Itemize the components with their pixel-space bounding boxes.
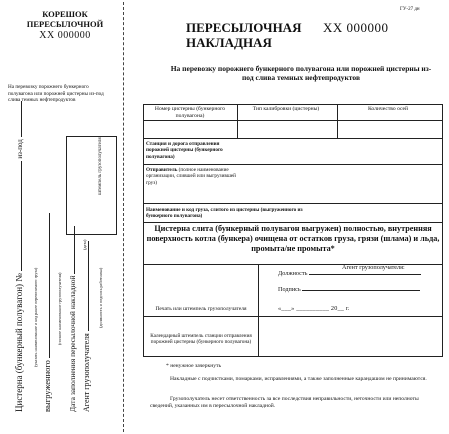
type-value[interactable] — [238, 121, 336, 137]
row-sender — [146, 167, 246, 186]
stub-field-unloaded — [42, 213, 52, 412]
date-field[interactable]: «___» __________ 20__ г. — [278, 305, 350, 312]
form-title-line2: НАКЛАДНАЯ — [186, 35, 272, 50]
stub-field-from-under: из-под — [16, 139, 24, 159]
row-station-label: Станция и дорога отправления порожней цистерны (бункерного полувагона) — [146, 141, 223, 160]
form-right-border — [442, 104, 443, 357]
agent-title: Агент грузополучателя: — [342, 264, 405, 271]
position-field[interactable] — [278, 270, 428, 277]
form-title — [186, 20, 301, 50]
declaration-text: Цистерна слита (бункерный полувагон выгружен) полностью, внутренняя поверхность котла (бункера) очищена от остатков груза, грязи (шлама) и льда, промыта/не промыта* — [146, 224, 440, 253]
stamp-label: Печать или штемпель грузополучателя — [155, 306, 247, 312]
signature-field[interactable] — [278, 286, 428, 293]
axles-value[interactable] — [338, 121, 441, 137]
perforation-line — [123, 2, 124, 432]
stub-field-tank-number — [14, 101, 24, 412]
position-label: Должность — [278, 270, 308, 277]
stub-title — [20, 9, 110, 29]
stub-title-line1: КОРЕШОК — [42, 9, 88, 19]
stub-field-agent-label: Агент грузополучателя — [82, 333, 91, 412]
note-corrections: Накладные с подчистками, помарками, исправлениями, а также заполненные карандашом не принимаются. — [170, 376, 427, 382]
stub-number: ХХ 000000 — [39, 30, 91, 41]
stub-field-unloaded-label: выгруженного — [42, 360, 52, 412]
col-axles: Количество осей — [367, 106, 409, 112]
row-cargo-label: Наименование и код груза, слитого из цистерны (выгруженного из бункерного полувагона) — [146, 207, 303, 220]
col-type: Тип калибровки (цистерны) — [252, 106, 320, 112]
stub-field-agent — [82, 241, 91, 412]
form-subtitle: На перевозку порожнего бункерного полувагона или порожней цистерны из-под слива темных нефтепродуктов — [170, 64, 432, 82]
row-sender-hint: (полное наименование организации, слившей или выгрузившей груз) — [146, 167, 236, 186]
stub-field-date — [68, 226, 77, 412]
stub-title-line2: ПЕРЕСЫЛОЧНОЙ — [26, 19, 104, 29]
row-sender-label: Отправитель — [146, 167, 178, 173]
stub-stamp-text: штемпель грузополучателя — [98, 137, 103, 195]
form-code: ГУ-27 дн — [400, 7, 420, 12]
stub-stamp-box — [66, 136, 117, 235]
stub-field3-hint: (дата) — [82, 239, 87, 250]
note-responsibility: Грузополучатель несет ответственность за все последствия неправильности, неточности или неполноты сведений, указанных им в пересылочной накладной. — [150, 396, 419, 409]
form-left-border — [143, 104, 144, 357]
stub-description: На перевозку порожнего бункерного полувагона или порожней цистерны из-под слива темных нефтепродуктов — [8, 84, 104, 103]
calendar-stamp-label: Календарный штемпель станции отправления порожней цистерны (бункерного полувагона) — [150, 333, 252, 346]
stub-field2-hint: (полное наименование грузополучателя) — [57, 272, 62, 345]
signature-label: Подпись — [278, 286, 301, 293]
col-tank-number: Номер цистерны (бункерного полувагона) — [154, 106, 226, 119]
form-title-line1: ПЕРЕСЫЛОЧНАЯ — [186, 20, 302, 35]
stub-field-tank-number-label: Цистерна (бункерный полувагон) № — [14, 273, 24, 412]
stub-field1-hint: (указать наименование и код ранее перевозимого груза) — [33, 267, 38, 367]
form-number: ХХ 000000 — [323, 20, 389, 35]
stub-field4-hint: (должность и подпись работника) — [98, 267, 103, 328]
tank-number-value[interactable] — [144, 121, 236, 137]
stub-field-date-label: Дата заполнения пересылочной накладной — [68, 275, 77, 412]
footnote: * ненужное зачеркнуть — [166, 363, 222, 369]
